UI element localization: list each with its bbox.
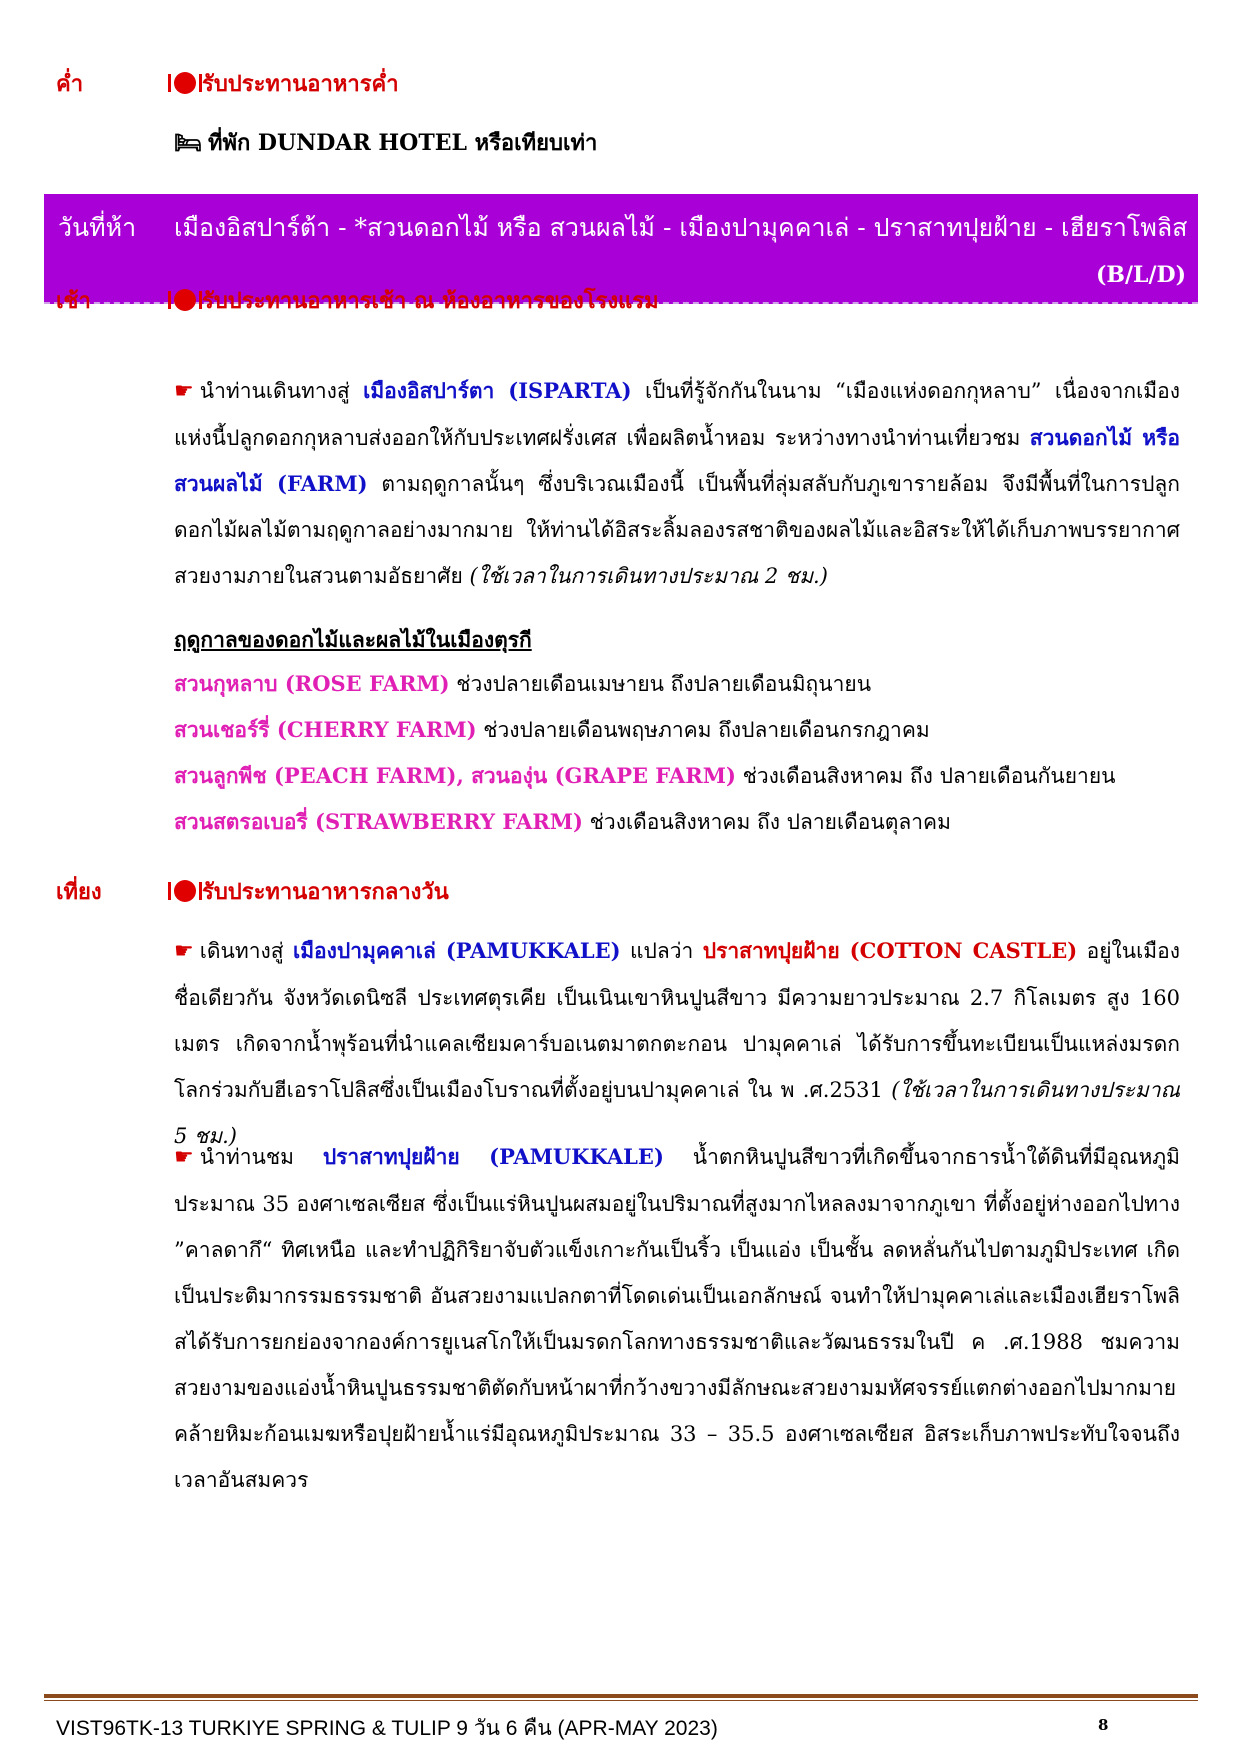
morning-label: เช้า	[56, 288, 91, 314]
cotton-castle-paragraph: ☛ นำท่านชม ปราสาทปุยฝ้าย (PAMUKKALE) น้ำตกหินปูนสีขาวที่เกิดขึ้นจากธารน้ำใต้ดินที่มีอุณหภูมิประมาณ 35 องศาเซลเซียส ซึ่งเป็นแร่หินปูนผสมอยู่ในปริมาณที่สูงมากไหลลงมาจากภูเขา ที่ตั้งอยู่ห่างออกไปทาง ”คาลดากึ“ ทิศเหนือ และทำปฏิกิริยาจับตัวแข็งเกาะกันเป็นริ้ว เป็นแอ่ง เป็นชั้น ลดหลั่นกันไปตามภูมิประเทศ เกิดเป็นประติมากรรมธรรมชาติ อันสวยงามแปลกตาที่โดดเด่นเป็นเอกลักษณ์ จนทำให้ปามุคคาเล่และเมืองเฮียราโพลิสได้รับการยกย่องจากองค์การยูเนสโกให้เป็นมรดกโลกทางธรรมชาติและวัฒนธรรมในปี ค .ศ.1988 ชมความสวยงามของแอ่งน้ำหินปูนธรรมชาติตัดกับหน้าผาที่กว้างขวางมีลักษณะสวยงามมหัศจรรย์แตกต่างออกไปมากมายคล้ายหิมะก้อนเมฆหรือปุยฝ้ายน้ำแร่มีอุณหภูมิประมาณ 33 – 35.5 องศาเซลเซียส อิสระเก็บภาพประทับใจจนถึงเวลาอันสมควร	[174, 1144, 1180, 1492]
pointing-hand-icon: ☛	[174, 939, 194, 964]
lunch-meal: รับประทานอาหารกลางวัน	[174, 874, 449, 909]
dining-icon	[174, 72, 196, 94]
day-number: วันที่ห้า	[58, 213, 137, 242]
farm-item: สวนเชอร์รี่ (CHERRY FARM) ช่วงปลายเดือนพฤษภาคม ถึงปลายเดือนกรกฎาคม	[174, 717, 930, 742]
hotel-line: 🛏 ที่พัก DUNDAR HOTEL หรือเทียบเท่า	[174, 130, 598, 156]
pointing-hand-icon: ☛	[174, 379, 194, 404]
page-number: 8	[1098, 1716, 1109, 1734]
season-heading: ฤดูกาลของดอกไม้และผลไม้ในเมืองตุรกี	[174, 627, 532, 652]
day-title: เมืองอิสปาร์ต้า - *สวนดอกไม้ หรือ สวนผลไม้ - เมืองปามุคคาเล่ - ปราสาทปุยฝ้าย - เฮียราโพลิส	[174, 213, 1188, 242]
footer-text: VIST96TK-13 TURKIYE SPRING & TULIP 9 วัน 6 คืน (APR-MAY 2023)	[56, 1717, 718, 1740]
farm-item: สวนสตรอเบอรี่ (STRAWBERRY FARM) ช่วงเดือนสิงหาคม ถึง ปลายเดือนตุลาคม	[174, 809, 951, 834]
noon-label: เที่ยง	[56, 879, 102, 905]
footer-rule	[44, 1694, 1198, 1698]
dinner-label: ค่ำ	[56, 71, 84, 97]
dining-icon	[174, 880, 196, 902]
day-meals: (B/L/D)	[1095, 262, 1186, 288]
isparta-paragraph: ☛ นำท่านเดินทางสู่ เมืองอิสปาร์ตา (ISPARTA) เป็นที่รู้จักกันในนาม “เมืองแห่งดอกกุหลาบ” เนื่องจากเมืองแห่งนี้ปลูกดอกกุหลาบส่งออกให้กับประเทศฝรั่งเศส เพื่อผลิตน้ำหอม ระหว่างทางนำท่านเที่ยวชม สวนดอกไม้ หรือ สวนผลไม้ (FARM) ตามฤดูกาลนั้นๆ ซึ่งบริเวณเมืองนี้ เป็นพื้นที่ลุ่มสลับกับภูเขารายล้อม จึงมีพื้นที่ในการปลูกดอกไม้ผลไม้ตามฤดูกาลอย่างมากมาย ให้ท่านได้อิสระลิ้มลองรสชาติของผลไม้และอิสระให้ได้เก็บภาพบรรยากาศสวยงามภายในสวนตามอัธยาศัย (ใช้เวลาในการเดินทางประมาณ 2 ชม.)	[174, 378, 1180, 588]
bed-icon: 🛏	[174, 130, 202, 156]
footer-rule-thin	[44, 1700, 1198, 1701]
pamukkale-paragraph: ☛ เดินทางสู่ เมืองปามุคคาเล่ (PAMUKKALE) แปลว่า ปราสาทปุยฝ้าย (COTTON CASTLE) อยู่ในเมืองชื่อเดียวกัน จังหวัดเดนิซลี ประเทศตุรเคีย เป็นเนินเขาหินปูนสีขาว มีความยาวประมาณ 2.7 กิโลเมตร สูง 160 เมตร เกิดจากน้ำพุร้อนที่นำแคลเซียมคาร์บอเนตมาตกตะกอน ปามุคคาเล่ ได้รับการขึ้นทะเบียนเป็นแหล่งมรดกโลกร่วมกับฮีเอราโปลิสซึ่งเป็นเมืองโบราณที่ตั้งอยู่บนปามุคคาเล่ ใน พ .ศ.2531 (ใช้เวลาในการเดินทางประมาณ 5 ชม.)	[174, 938, 1180, 1148]
dinner-meal: รับประทานอาหารค่ำ	[174, 66, 399, 101]
dining-icon	[174, 289, 196, 311]
breakfast-meal: รับประทานอาหารเช้า ณ ห้องอาหารของโรงแรม	[174, 283, 659, 318]
pointing-hand-icon: ☛	[174, 1145, 194, 1170]
farm-item: สวนลูกพีช (PEACH FARM), สวนองุ่น (GRAPE FARM) ช่วงเดือนสิงหาคม ถึง ปลายเดือนกันยายน	[174, 763, 1116, 788]
farm-item: สวนกุหลาบ (ROSE FARM) ช่วงปลายเดือนเมษายน ถึงปลายเดือนมิถุนายน	[174, 671, 872, 696]
